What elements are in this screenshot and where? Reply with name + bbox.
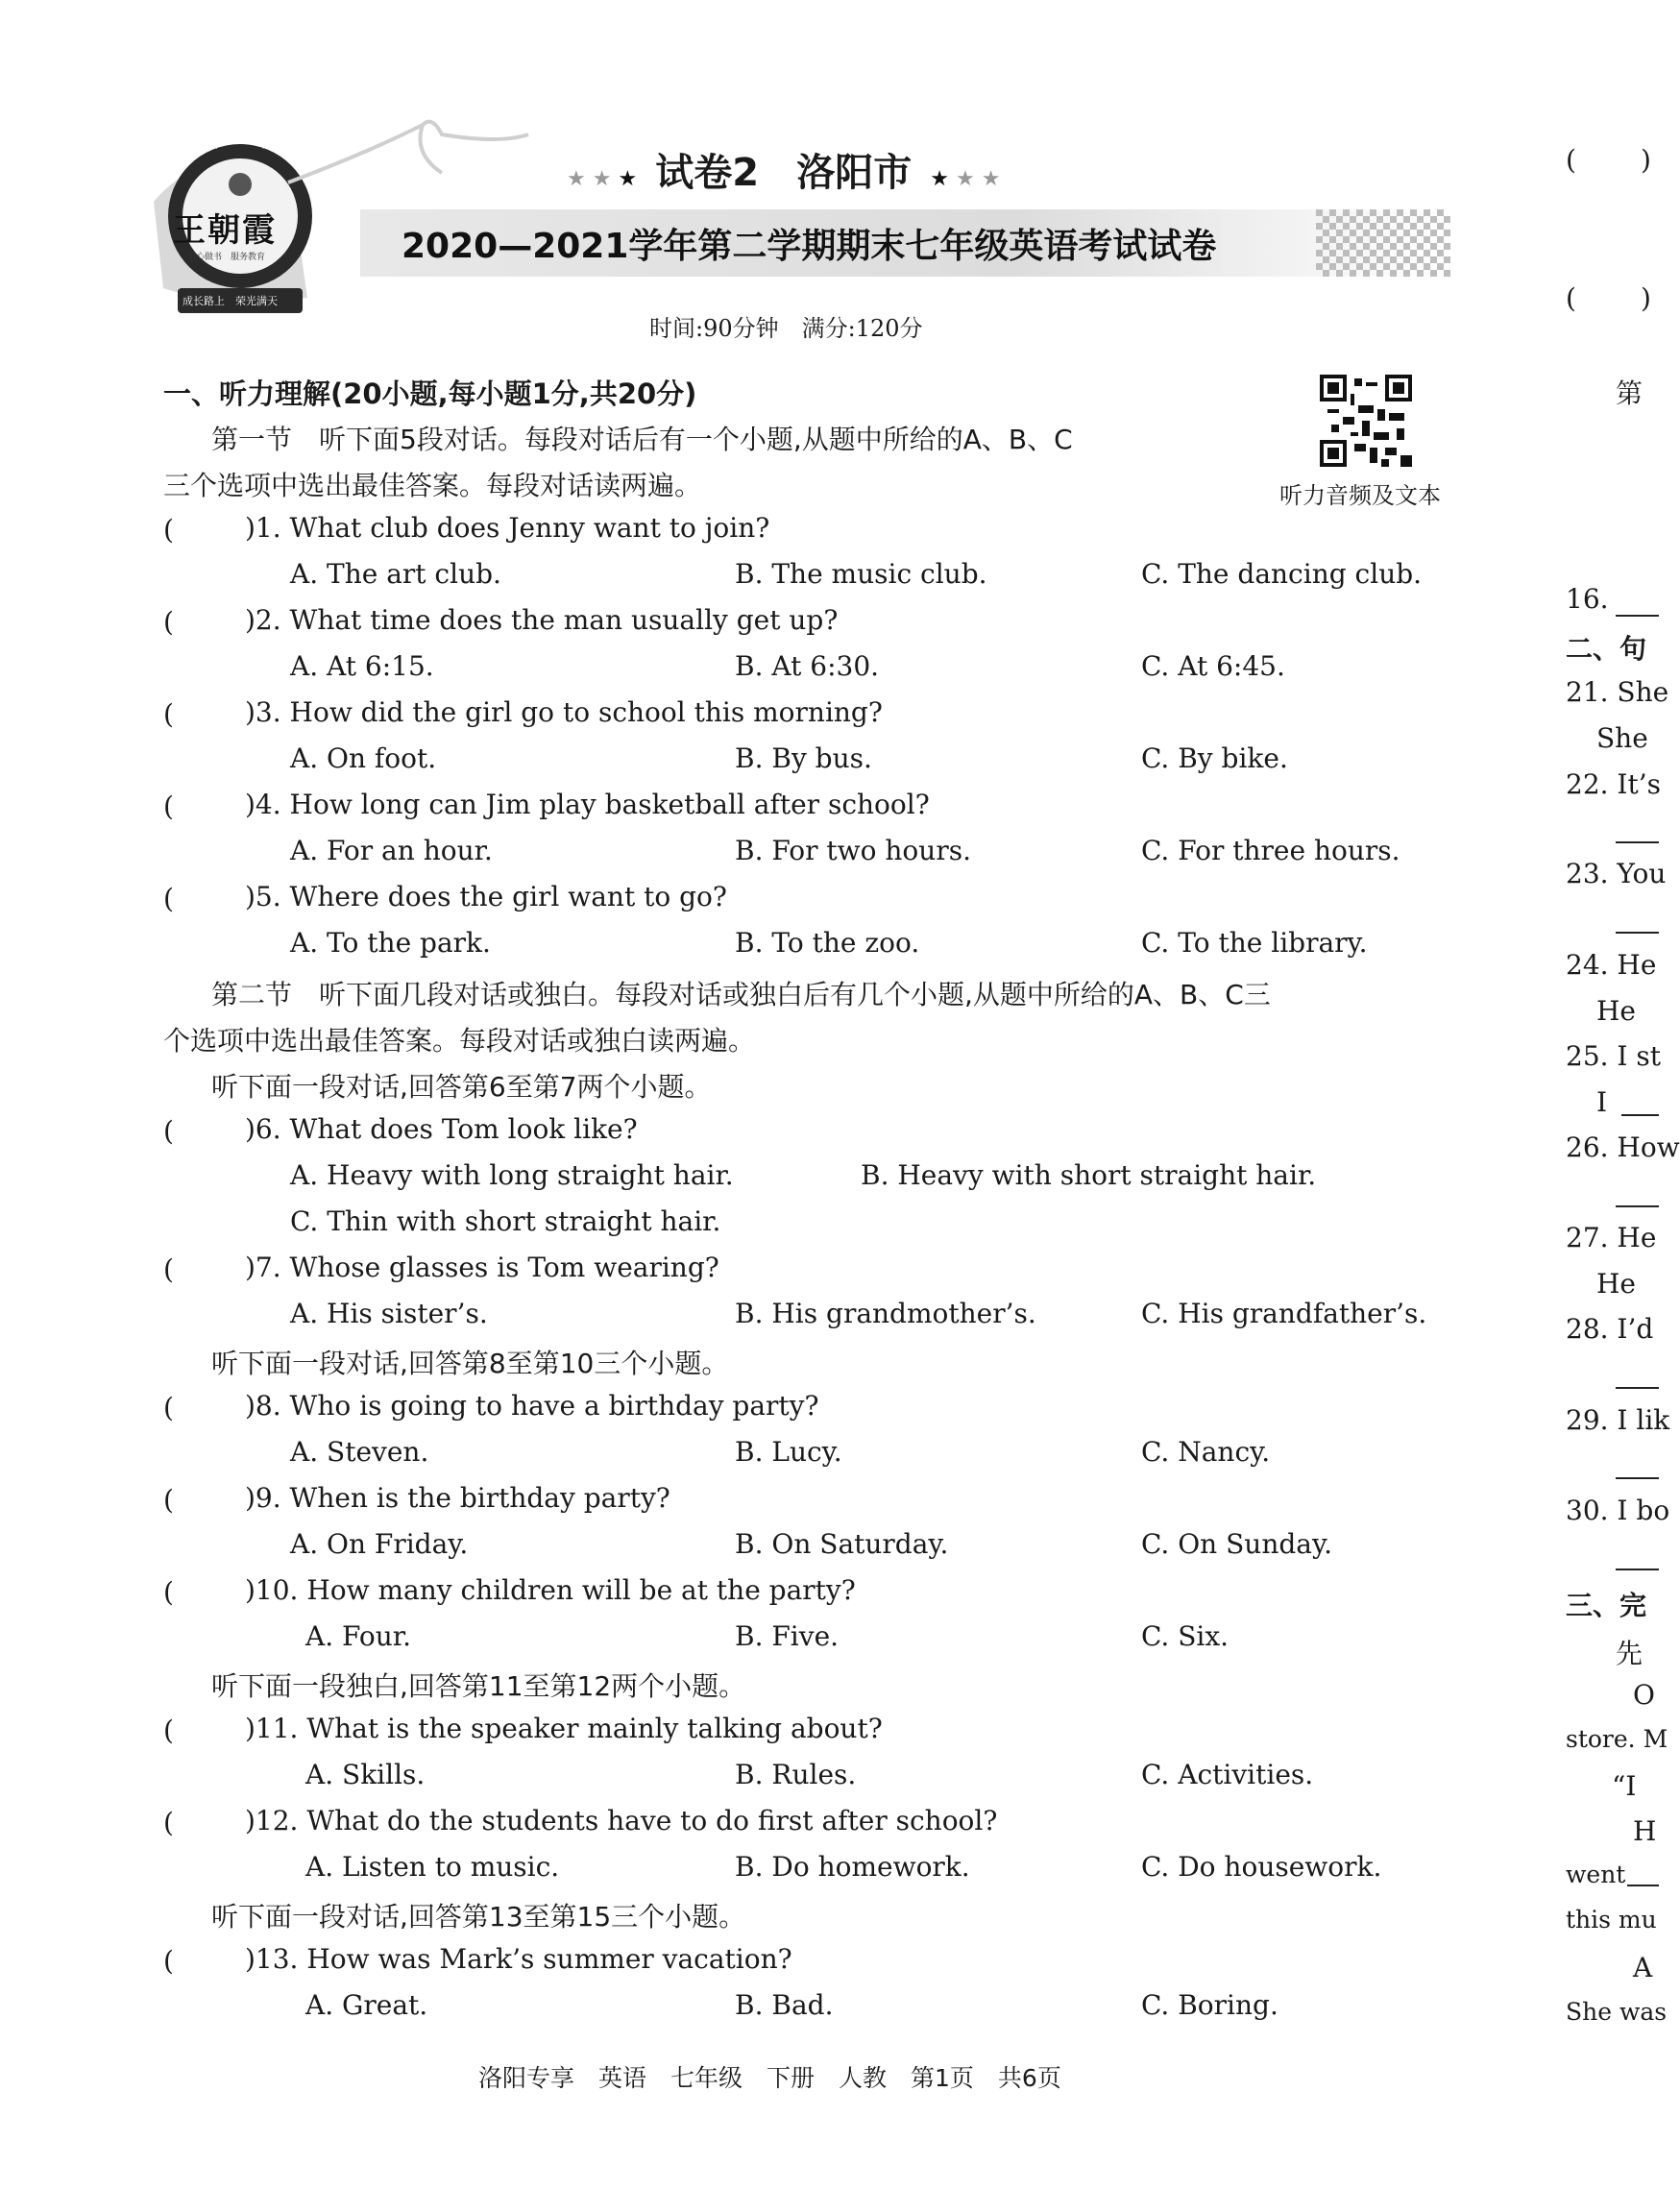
option-a: A. For an hour.: [290, 835, 493, 866]
fragment-text: 25. I st: [1566, 1040, 1662, 1072]
option-b: B. At 6:30.: [735, 650, 880, 682]
answer-blank[interactable]: (: [163, 1115, 174, 1147]
option-a: A. The art club.: [290, 558, 501, 590]
paper-label-row: [567, 142, 1001, 195]
group-instruction: 听下面一段独白,回答第11至第12两个小题。: [211, 1670, 746, 1702]
question-9: )9. When is the birthday party?: [245, 1482, 670, 1514]
fragment-close-paren: ): [1641, 144, 1651, 176]
fragment-text: (: [1566, 144, 1576, 176]
fragment-text: 29. I lik: [1566, 1404, 1670, 1436]
fragment-blank-line: [1616, 1477, 1659, 1479]
answer-blank[interactable]: (: [163, 606, 174, 638]
fragment-blank-line: [1627, 1885, 1659, 1886]
fragment-text: (: [1566, 282, 1576, 314]
option-b: B. To the zoo.: [735, 927, 920, 959]
star-right-icon: ★ ★: [949, 167, 1001, 191]
question-3: )3. How did the girl go to school this morning?: [245, 696, 883, 728]
fragment-blank-line: [1621, 1114, 1659, 1116]
option-a: A. Great.: [305, 1989, 428, 2021]
next-page-fragment: [1554, 0, 1680, 2189]
fragment-text: 三、完: [1566, 1590, 1647, 1621]
option-a: A. Listen to music.: [305, 1851, 560, 1883]
question-8: )8. Who is going to have a birthday party?: [245, 1390, 819, 1422]
fragment-text: this mu: [1566, 1906, 1657, 1934]
option-c: C. Six.: [1141, 1620, 1230, 1652]
fragment-text: O: [1633, 1679, 1655, 1711]
group-instruction: 听下面一段对话,回答第13至第15三个小题。: [211, 1901, 746, 1933]
fragment-text: 26. How: [1566, 1131, 1680, 1163]
fragment-blank-line: [1616, 841, 1659, 843]
fragment-text: 22. It’s: [1566, 768, 1662, 800]
answer-blank[interactable]: (: [163, 1945, 174, 1977]
fragment-text: I: [1596, 1086, 1608, 1118]
answer-blank[interactable]: (: [163, 1576, 174, 1608]
star-left-icon: ★ ★: [567, 167, 619, 191]
option-a: A. To the park.: [290, 927, 491, 959]
fragment-text: 27. He: [1566, 1222, 1657, 1253]
fragment-close-paren: ): [1641, 282, 1651, 314]
fragment-text: 28. I’d: [1566, 1313, 1654, 1345]
option-c: C. The dancing club.: [1141, 558, 1423, 590]
part1-instruction-line1: 第一节 听下面5段对话。每段对话后有一个小题,从题中所给的A、B、C: [211, 424, 1073, 455]
fragment-blank-line: [1616, 615, 1659, 617]
question-1: )1. What club does Jenny want to join?: [245, 512, 770, 544]
option-c: C. By bike.: [1141, 742, 1288, 774]
paper-city: 洛阳市: [796, 151, 913, 195]
question-2: )2. What time does the man usually get up?: [245, 604, 839, 636]
option-b: B. His grandmother’s.: [735, 1298, 1036, 1329]
logo-slogan-top: 用心做书 服务教育: [187, 253, 266, 262]
question-6: )6. What does Tom look like?: [245, 1113, 638, 1145]
option-a: A. At 6:15.: [290, 650, 434, 682]
logo-name: 王朝霞: [173, 211, 277, 250]
fragment-text: She: [1596, 722, 1648, 754]
option-c: C. For three hours.: [1141, 835, 1400, 866]
option-c: C. To the library.: [1141, 927, 1368, 959]
answer-blank[interactable]: (: [163, 514, 174, 546]
option-b: B. Five.: [735, 1620, 840, 1652]
fragment-text: went: [1566, 1861, 1626, 1888]
option-b: B. Rules.: [735, 1759, 857, 1790]
exam-title: 2020—2021学年第二学期期末七年级英语考试试卷: [402, 227, 1217, 266]
answer-blank[interactable]: (: [163, 790, 174, 822]
fragment-text: She was: [1566, 1998, 1668, 2026]
question-13: )13. How was Mark’s summer vacation?: [245, 1943, 792, 1975]
option-a: A. Steven.: [290, 1436, 429, 1468]
answer-blank[interactable]: (: [163, 1715, 174, 1746]
fragment-text: 16.: [1566, 583, 1609, 615]
star-left-dark-icon: ★: [618, 167, 638, 191]
logo-star-icon: ★: [207, 134, 221, 153]
fragment-text: He: [1596, 995, 1636, 1027]
option-b: B. By bus.: [735, 742, 872, 774]
fragment-text: A: [1633, 1952, 1653, 1983]
fragment-text: 24. He: [1566, 949, 1657, 981]
qr-caption: 听力音频及文本: [1279, 482, 1441, 509]
option-b: B. For two hours.: [735, 835, 971, 866]
option-a: A. Skills.: [305, 1759, 426, 1790]
answer-blank[interactable]: (: [163, 1392, 174, 1423]
question-5: )5. Where does the girl want to go?: [245, 881, 727, 912]
question-11: )11. What is the speaker mainly talking about?: [245, 1713, 883, 1744]
answer-blank[interactable]: (: [163, 1807, 174, 1838]
fragment-text: He: [1596, 1268, 1636, 1300]
fragment-text: 先: [1616, 1638, 1643, 1669]
logo-emblem-icon: [229, 173, 252, 196]
option-b: B. Bad.: [735, 1989, 834, 2021]
fragment-blank-line: [1616, 1569, 1659, 1570]
option-b: B. On Saturday.: [735, 1528, 949, 1560]
answer-blank[interactable]: (: [163, 1253, 174, 1285]
part2-instruction-line1: 第二节 听下面几段对话或独白。每段对话或独白后有几个小题,从题中所给的A、B、C三: [211, 979, 1271, 1010]
time-info: 时间:90分钟 满分:120分: [649, 315, 923, 342]
fragment-text: 第: [1616, 377, 1643, 409]
logo-slogan-bottom: 成长路上 荣光满天: [183, 295, 278, 307]
group-instruction: 听下面一段对话,回答第8至第10三个小题。: [211, 1348, 729, 1379]
option-b: B. Do homework.: [735, 1851, 970, 1883]
option-c: C. On Sunday.: [1141, 1528, 1332, 1560]
option-c: C. Do housework.: [1141, 1851, 1382, 1883]
star-right-dark-icon: ★: [930, 167, 950, 191]
option-a: A. Heavy with long straight hair.: [290, 1159, 734, 1191]
question-12: )12. What do the students have to do first after school?: [245, 1805, 998, 1836]
part1-instruction-line2: 三个选项中选出最佳答案。每段对话读两遍。: [163, 470, 702, 501]
option-b: B. The music club.: [735, 558, 987, 590]
header-ribbon-decoration: [288, 115, 538, 221]
section-title: 一、听力理解(20小题,每小题1分,共20分): [163, 377, 697, 410]
logo-star-icon: ★: [259, 134, 274, 153]
option-a: A. His sister’s.: [290, 1298, 488, 1329]
option-a: A. Four.: [305, 1620, 412, 1652]
fragment-text: 21. She: [1566, 676, 1669, 708]
fragment-text: 二、句: [1566, 633, 1647, 665]
question-4: )4. How long can Jim play basketball after school?: [245, 789, 930, 820]
fragment-text: H: [1633, 1815, 1657, 1847]
fragment-blank-line: [1616, 1387, 1659, 1389]
group-instruction: 听下面一段对话,回答第6至第7两个小题。: [211, 1071, 712, 1103]
option-a: A. On Friday.: [290, 1528, 469, 1560]
option-c: C. His grandfather’s.: [1141, 1298, 1427, 1329]
option-c: C. Activities.: [1141, 1759, 1314, 1790]
logo-star-icon: ★: [183, 147, 197, 165]
paper-label: 试卷2: [655, 151, 760, 195]
checker-pattern: [1316, 209, 1450, 277]
option-c: C. At 6:45.: [1141, 650, 1285, 682]
fragment-text: 30. I bo: [1566, 1495, 1670, 1526]
option-c: C. Boring.: [1141, 1989, 1278, 2021]
option-a: A. On foot.: [290, 742, 437, 774]
answer-blank[interactable]: (: [163, 698, 174, 730]
option-c: C. Thin with short straight hair.: [290, 1205, 721, 1237]
question-10: )10. How many children will be at the party?: [245, 1574, 856, 1606]
question-7: )7. Whose glasses is Tom wearing?: [245, 1252, 719, 1283]
fragment-blank-line: [1616, 932, 1659, 934]
logo-star-icon: ★: [232, 130, 247, 148]
part2-instruction-line2: 个选项中选出最佳答案。每段对话或独白读两遍。: [163, 1025, 756, 1057]
option-b: B. Lucy.: [735, 1436, 842, 1468]
option-b: B. Heavy with short straight hair.: [861, 1159, 1317, 1191]
fragment-text: store. M: [1566, 1725, 1668, 1753]
fragment-blank-line: [1616, 1205, 1659, 1207]
qr-code-image: [1320, 375, 1412, 467]
logo-star-icon: ★: [283, 147, 298, 165]
answer-blank[interactable]: (: [163, 1484, 174, 1516]
option-c: C. Nancy.: [1141, 1436, 1271, 1468]
answer-blank[interactable]: (: [163, 883, 174, 914]
page-footer: 洛阳专享 英语 七年级 下册 人教 第1页 共6页: [478, 2064, 1061, 2092]
fragment-text: 23. You: [1566, 858, 1667, 889]
fragment-text: “I: [1612, 1770, 1637, 1802]
